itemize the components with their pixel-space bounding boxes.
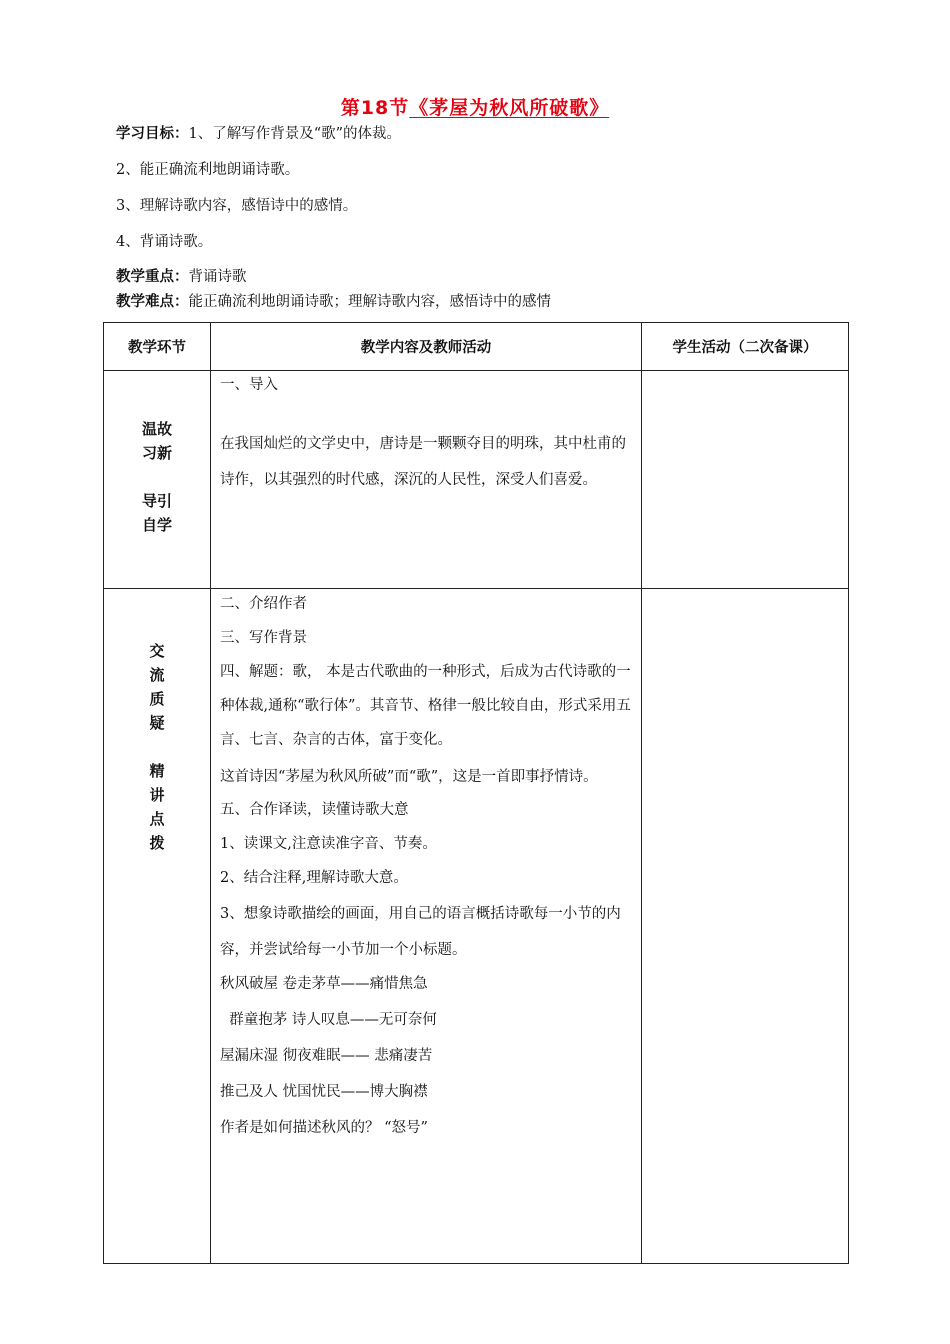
focus-line <box>116 265 247 286</box>
difficulty-line <box>116 290 551 311</box>
section-heading: 五、合作译读，读懂诗歌大意 <box>220 802 409 818</box>
objective-item: 2、能正确流利地朗诵诗歌。 <box>116 162 300 178</box>
lesson-plan-table <box>103 322 849 1264</box>
table-header-row <box>104 323 849 371</box>
focus-label: 教学重点： <box>116 269 189 285</box>
section-heading: 三、写作背景 <box>220 630 307 646</box>
difficulty-text: 能正确流利地朗诵诗歌；理解诗歌内容，感悟诗中的感情 <box>188 294 551 310</box>
objective-item: 1、了解写作背景及“歌”的体裁。 <box>188 126 402 142</box>
stage-line: 温故 <box>141 420 172 438</box>
student-activity-cell <box>642 371 849 589</box>
title-explanation: 四、解题：歌， 本是古代歌曲的一种形式，后成为古代诗歌的一种体裁,通称“歌行体”。其音节、格律一般比较自由，形式采用五言、七言、杂言的古体，富于变化。 <box>220 664 631 748</box>
section-heading: 二、介绍作者 <box>220 596 307 612</box>
objectives-label: 学习目标： <box>116 126 189 142</box>
objectives-line-1 <box>116 122 401 143</box>
intro-paragraph: 在我国灿烂的文学史中，唐诗是一颗颗夺目的明珠，其中杜甫的诗作，以其强烈的时代感，深沉的人民性，深受人们喜爱。 <box>220 436 626 488</box>
stage-label <box>104 371 210 537</box>
objective-item: 3、理解诗歌内容，感悟诗中的感情。 <box>116 198 358 214</box>
stage-cell <box>104 371 211 589</box>
task-item: 3、想象诗歌描绘的画面，用自己的语言概括诗歌每一小节的内容，并尝试给每一小节加一个小标题。 <box>220 906 621 958</box>
student-activity-cell <box>642 589 849 1264</box>
task-item: 2、结合注释,理解诗歌大意。 <box>220 870 408 886</box>
stage-line: 疑 <box>149 714 165 732</box>
poem-note: 这首诗因“茅屋为秋风所破”而“歌”，这是一首即事抒情诗。 <box>220 769 598 785</box>
question-line: 作者是如何描述秋风的？ “怒号” <box>220 1120 428 1136</box>
page-title <box>0 93 950 120</box>
header-student: 学生活动（二次备课） <box>642 323 849 371</box>
stage-line: 质 <box>149 690 165 708</box>
content-cell <box>211 371 642 589</box>
task-item: 1、读课文,注意读准字音、节奏。 <box>220 836 437 852</box>
stanza-summary: 秋风破屋 卷走茅草——痛惜焦急 <box>220 976 428 992</box>
content-cell <box>211 589 642 1264</box>
stage-line: 交 <box>149 642 165 660</box>
title-main: 《茅屋为秋风所破歌》 <box>409 97 610 119</box>
stage-cell <box>104 589 211 1264</box>
stage-line: 讲 <box>149 786 165 804</box>
stage-line: 点 <box>149 810 165 828</box>
stanza-summary: 推己及人 忧国忧民——博大胸襟 <box>220 1084 428 1100</box>
header-stage: 教学环节 <box>104 323 211 371</box>
focus-text: 背诵诗歌 <box>188 269 247 285</box>
stanza-summary: 群童抱茅 诗人叹息——无可奈何 <box>220 1012 437 1028</box>
stage-line: 流 <box>149 666 165 684</box>
objective-item: 4、背诵诗歌。 <box>116 234 213 250</box>
stanza-summary: 屋漏床湿 彻夜难眠—— 悲痛凄苦 <box>220 1048 433 1064</box>
title-prefix: 第18节 <box>340 97 410 119</box>
table-row <box>104 371 849 589</box>
stage-label <box>104 589 210 855</box>
difficulty-label: 教学难点： <box>116 294 189 310</box>
stage-line: 导引 <box>141 492 172 510</box>
header-content: 教学内容及教师活动 <box>211 323 642 371</box>
stage-line: 习新 <box>141 444 172 462</box>
stage-line: 精 <box>149 762 165 780</box>
table-row <box>104 589 849 1264</box>
stage-line: 拨 <box>149 834 165 852</box>
stage-line: 自学 <box>141 516 172 534</box>
section-heading: 一、导入 <box>220 377 278 393</box>
